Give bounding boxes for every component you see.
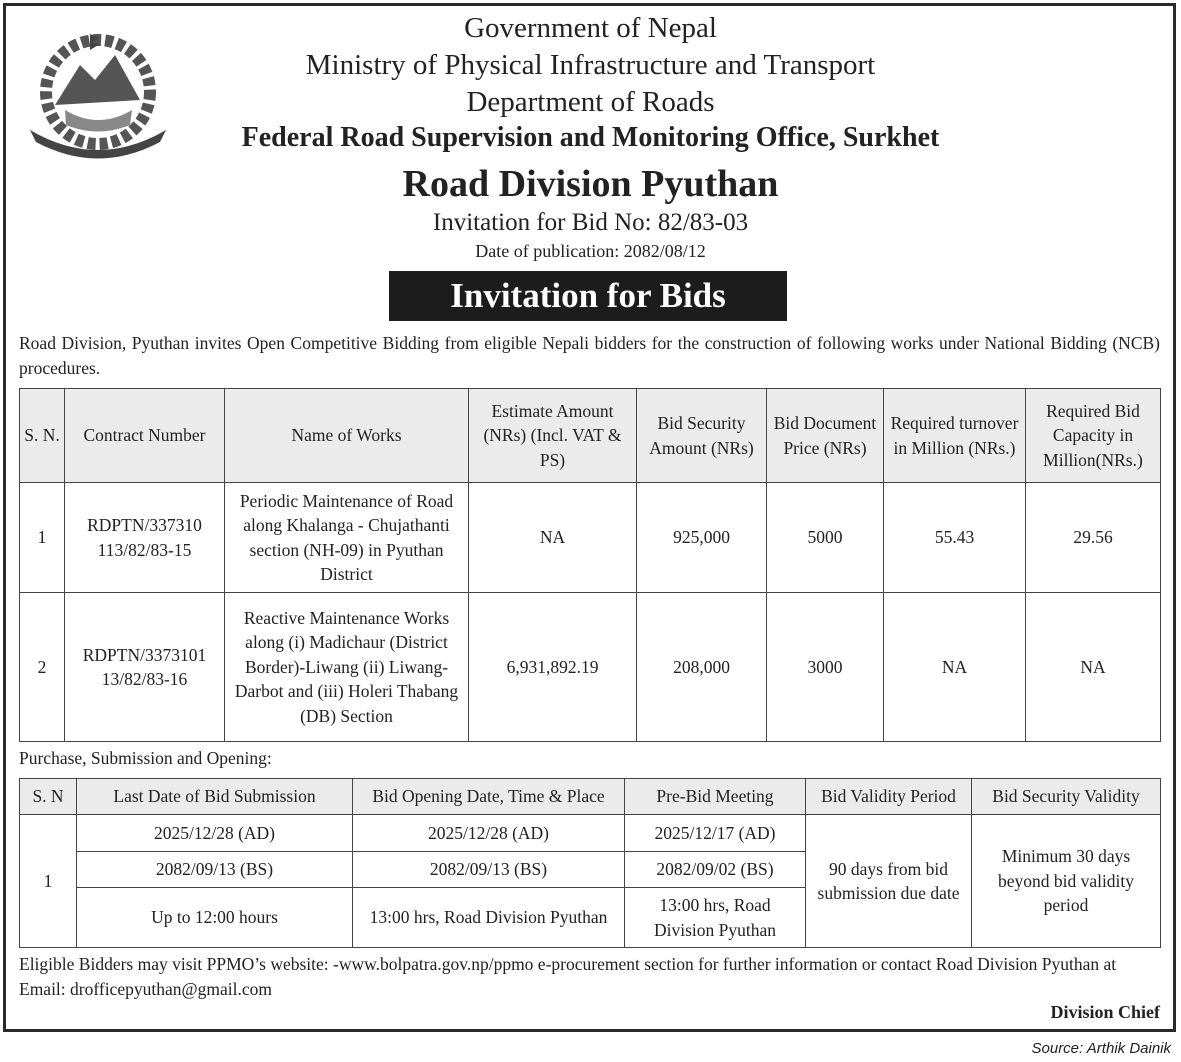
col-header: Required Bid Capacity in Million(NRs.) — [1026, 389, 1161, 483]
cell: NA — [884, 593, 1026, 742]
cell: 1 — [20, 483, 65, 593]
cell: Reactive Maintenance Works along (i) Madichaur (District Border)-Liwang (ii) Liwang-Darbot and (iii) Holeri Thabang (DB) Section — [225, 593, 469, 742]
cell: 925,000 — [637, 483, 767, 593]
footer-note: Eligible Bidders may visit PPMO’s website: -www.bolpatra.gov.np/ppmo e-procurement section for further information or contact Road Division Pyuthan at Email: drofficepyuthan@gmail.com — [19, 954, 1117, 999]
cell: 1 — [20, 815, 77, 948]
col-header: S. N — [20, 779, 77, 815]
cell: RDPTN/3373101 13/82/83-16 — [65, 593, 225, 742]
cell: 13:00 hrs, Road Division Pyuthan — [353, 888, 625, 948]
cell: NA — [469, 483, 637, 593]
cell: 55.43 — [884, 483, 1026, 593]
col-header: Required turnover in Million (NRs.) — [884, 389, 1026, 483]
cell: NA — [1026, 593, 1161, 742]
schedule-table — [19, 778, 1161, 948]
cell: 208,000 — [637, 593, 767, 742]
table-row — [20, 483, 1161, 593]
cell: 5000 — [767, 483, 884, 593]
col-header: Bid Security Validity — [972, 779, 1161, 815]
col-header: Pre-Bid Meeting — [625, 779, 806, 815]
cell: 2082/09/13 (BS) — [77, 852, 353, 888]
department-title: Department of Roads — [466, 86, 715, 118]
col-header: S. N. — [20, 389, 65, 483]
cell: Up to 12:00 hours — [77, 888, 353, 948]
col-header: Estimate Amount (NRs) (Incl. VAT & PS) — [469, 389, 637, 483]
table-row — [20, 593, 1161, 742]
bid-number: Invitation for Bid No: 82/83-03 — [432, 209, 749, 236]
source-credit: Source: Arthik Dainik — [1031, 1040, 1171, 1057]
signatory: Division Chief — [1050, 1002, 1160, 1022]
cell: 13:00 hrs, Road Division Pyuthan — [625, 888, 806, 948]
col-header: Bid Document Price (NRs) — [767, 389, 884, 483]
col-header: Name of Works — [225, 389, 469, 483]
col-header: Bid Opening Date, Time & Place — [353, 779, 625, 815]
cell: 6,931,892.19 — [469, 593, 637, 742]
cell: 2082/09/02 (BS) — [625, 852, 806, 888]
cell: 29.56 — [1026, 483, 1161, 593]
col-header: Bid Validity Period — [806, 779, 972, 815]
cell: 2025/12/28 (AD) — [77, 815, 353, 852]
govt-title: Government of Nepal — [464, 12, 717, 44]
col-header: Contract Number — [65, 389, 225, 483]
cell: 2025/12/28 (AD) — [353, 815, 625, 852]
cell: 2082/09/13 (BS) — [353, 852, 625, 888]
cell: Periodic Maintenance of Road along Khalanga - Chujathanti section (NH-09) in Pyuthan District — [225, 483, 469, 593]
invitation-banner: Invitation for Bids — [389, 271, 787, 321]
cell: Minimum 30 days beyond bid validity period — [972, 815, 1161, 948]
cell: 3000 — [767, 593, 884, 742]
ministry-title: Ministry of Physical Infrastructure and Transport — [305, 49, 876, 81]
col-header: Last Date of Bid Submission — [77, 779, 353, 815]
division-title: Road Division Pyuthan — [402, 163, 779, 205]
works-table — [19, 388, 1161, 742]
cell: 90 days from bid submission due date — [806, 815, 972, 948]
cell: 2025/12/17 (AD) — [625, 815, 806, 852]
cell: 2 — [20, 593, 65, 742]
office-title: Federal Road Supervision and Monitoring Office, Surkhet — [241, 122, 940, 153]
cell: RDPTN/337310 113/82/83-15 — [65, 483, 225, 593]
col-header: Bid Security Amount (NRs) — [637, 389, 767, 483]
publication-date: Date of publication: 2082/08/12 — [475, 241, 706, 261]
intro-paragraph: Road Division, Pyuthan invites Open Competitive Bidding from eligible Nepali bidders for the construction of following works under National Bidding (NCB) procedures. — [19, 333, 1160, 378]
schedule-label: Purchase, Submission and Opening: — [19, 748, 272, 768]
